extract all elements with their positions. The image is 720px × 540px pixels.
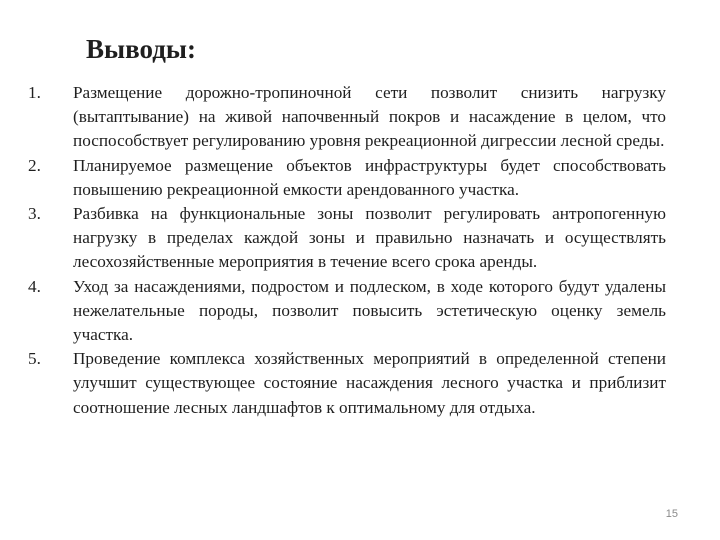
list-item-text: Разбивка на функциональные зоны позволит регулировать антропогенную нагрузку в пределах каждой зоны и правильно назначать и осуществлять лесохозяйственные мероприятия в течение всего срока аренды.	[73, 204, 666, 272]
list-item-text: Уход за насаждениями, подростом и подлеском, в ходе которого будут удалены нежелательные породы, позволит повысить эстетическую оценку земель участка.	[73, 276, 666, 345]
list-item	[28, 275, 666, 348]
list-item	[28, 154, 666, 202]
list-item-number: 3.	[28, 204, 41, 224]
list-item	[28, 202, 666, 275]
list-item-number: 4.	[28, 276, 41, 296]
page-number: 15	[665, 508, 678, 520]
slide-title: Выводы:	[86, 34, 196, 64]
list-item	[28, 81, 666, 154]
list-item-number: 1.	[28, 83, 41, 102]
list-item-number: 2.	[28, 155, 41, 175]
list-item-number: 5.	[28, 349, 41, 369]
conclusions-list	[28, 81, 666, 420]
list-item-text: Планируемое размещение объектов инфраструктуры будет способствовать повышению рекреационной емкости арендованного участка.	[73, 155, 666, 199]
list-item	[28, 347, 666, 420]
list-item-text: Проведение комплекса хозяйственных мероприятий в определенной степени улучшит существующее состояние насаждения лесного участка и приблизит соотношение лесных ландшафтов к оптимальному для отдыха.	[73, 349, 666, 417]
list-item-text: Размещение дорожно-тропиночной сети позволит снизить нагрузку (вытаптывание) на живой напочвенный покров и насаждение в целом, что поспособствует регулированию уровня рекреационной дигрессии лесной среды.	[73, 83, 666, 151]
